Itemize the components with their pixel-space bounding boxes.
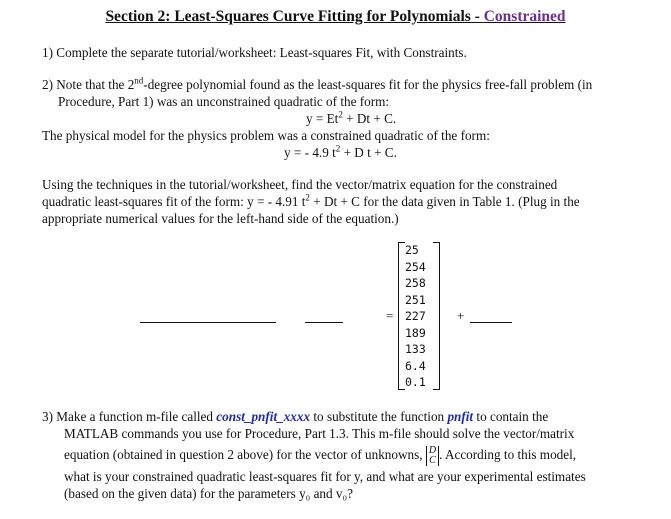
vector-entry: 251 — [405, 292, 426, 307]
vector-entry: 6.4 — [405, 358, 426, 373]
data-vector — [398, 242, 440, 390]
equation-constrained: y = - 4.9 $t^2 + D$ t + C. — [284, 143, 397, 160]
question-2-line-3: The physical model for the physics problem was a constrained quadratic of the form: — [42, 128, 490, 143]
question-3-line-5: (based on the given data) for the parameters y₀ and v₀? — [64, 486, 353, 501]
question-1: 1) Complete the separate tutorial/worksheet: Least-squares Fit, with Constraints. — [42, 45, 467, 60]
question-2-line-1: 2) Note that the 2nd-degree polynomial found as the least-squares fit for the physics free-fall problem (in — [42, 75, 593, 92]
equals-sign: = — [386, 308, 394, 323]
vector-entry: 258 — [405, 276, 426, 290]
function-name: const_pnfit_xxxx — [216, 409, 311, 424]
pnfit-name: pnfit — [447, 409, 474, 424]
answer-blank-constant[interactable] — [470, 322, 512, 323]
answer-blank-matrix[interactable] — [140, 322, 276, 323]
paragraph-line-3: appropriate numerical values for the left-hand side of the equation.) — [42, 211, 399, 226]
question-3-line-3: equation (obtained in question 2 above) for the vector of unknowns, D C . According to this model, — [64, 445, 577, 466]
equation-unconstrained: $y = Et^2 + Dt + C$. — [306, 109, 397, 126]
question-3-line-4: what is your constrained quadratic least-squares fit for y, and what are your experimental estimates — [64, 469, 586, 484]
paragraph-line-1: Using the techniques in the tutorial/worksheet, find the vector/matrix equation for the constrained — [42, 177, 558, 192]
question-3-line-2: MATLAB commands you use for Procedure, Part 1.3. This m-file should solve the vector/matrix — [64, 426, 575, 441]
vector-entry: 189 — [405, 325, 426, 340]
unknowns-vector: D C — [426, 446, 439, 466]
paragraph-line-2: quadratic least-squares fit of the form: y = - 4.91 $t^2 + Dt + C$ for the data given in Table 1. (Plug in the — [42, 192, 580, 209]
answer-blank-unknowns[interactable] — [305, 322, 343, 323]
vector-entry: 227 — [405, 309, 426, 323]
vector-entry: 0.1 — [405, 375, 426, 389]
vector-entry: 133 — [405, 342, 426, 356]
title-accent: Constrained — [483, 8, 566, 25]
vector-entry: 25 — [405, 243, 419, 257]
title-text: Section 2: Least-Squares Curve Fitting for Polynomials - — [105, 8, 484, 25]
section-title — [0, 8, 671, 26]
plus-sign: + — [457, 308, 465, 323]
question-3-line-1: 3) Make a function m-file called const_pnfit_xxxx to substitute the function pnfit to contain the — [42, 409, 549, 424]
vector-entry: 254 — [405, 259, 426, 274]
question-2-line-2: Procedure, Part 1) was an unconstrained quadratic of the form: — [58, 94, 390, 109]
